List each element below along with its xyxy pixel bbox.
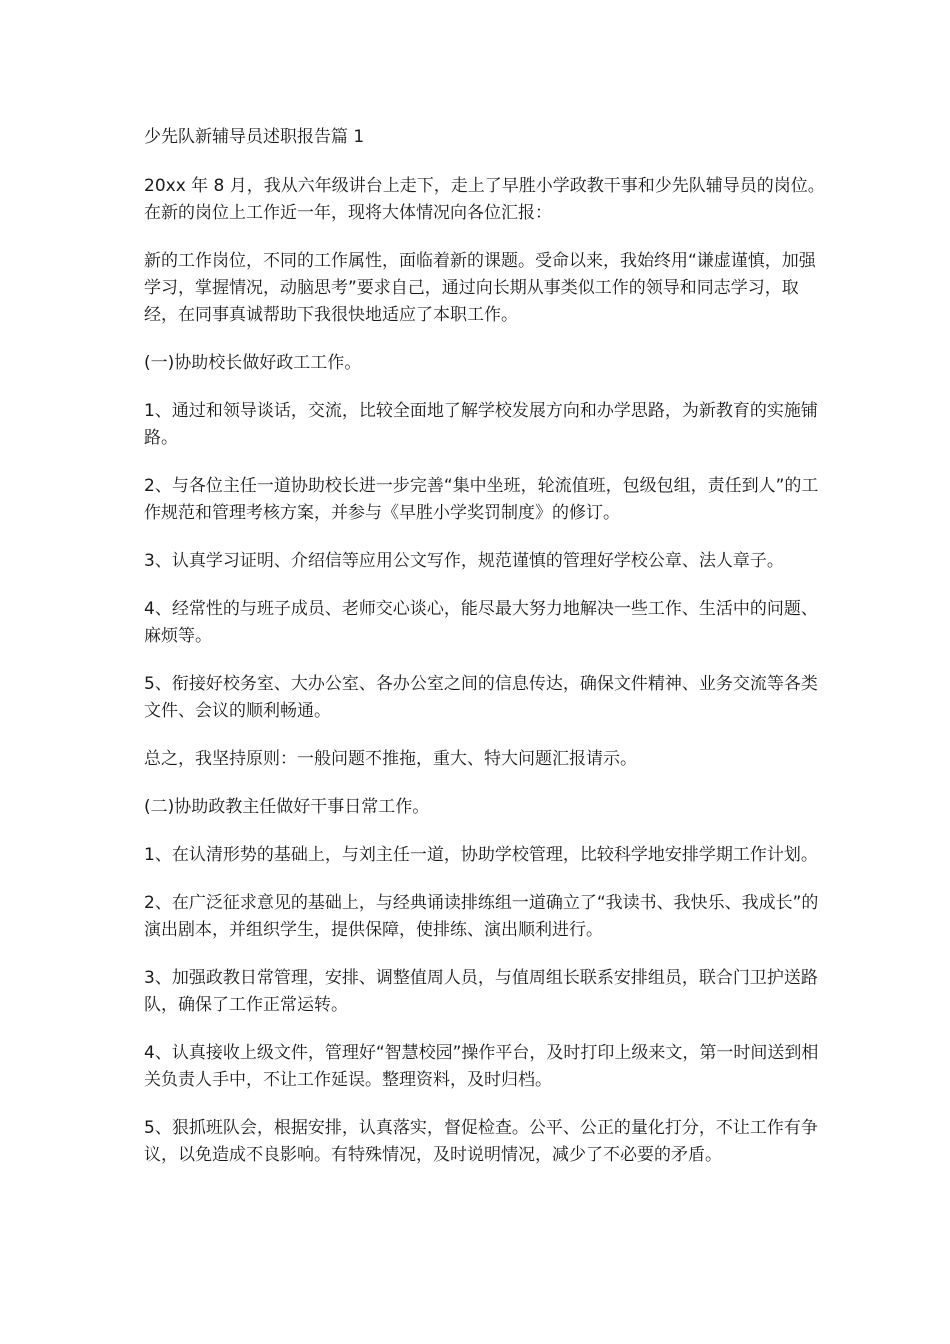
list-item: 1、通过和领导谈话，交流，比较全面地了解学校发展方向和办学思路，为新教育的实施铺路。	[144, 401, 818, 448]
list-item: 3、加强政教日常管理，安排、调整值周人员，与值周组长联系安排组员，联合门卫护送路队，确保了工作正常运转。	[144, 968, 818, 1015]
document-title: 少先队新辅导员述职报告篇 1	[144, 127, 365, 147]
paragraph-summary: 总之，我坚持原则：一般问题不推拖，重大、特大问题汇报请示。	[144, 749, 637, 769]
section-heading-1: (一)协助校长做好政工工作。	[144, 353, 362, 373]
list-item: 2、在广泛征求意见的基础上，与经典诵读排练组一道确立了“我读书、我快乐、我成长”的演出剧本，并组织学生，提供保障，使排练、演出顺利进行。	[144, 893, 819, 940]
section-heading-2: (二)协助政教主任做好干事日常工作。	[144, 797, 430, 817]
document-body	[144, 124, 826, 1190]
list-item: 2、与各位主任一道协助校长进一步完善“集中坐班，轮流值班，包级包组，责任到人”的工作规范和管理考核方案，并参与《早胜小学奖罚制度》的修订。	[144, 476, 819, 523]
list-item: 4、认真接收上级文件，管理好“智慧校园”操作平台，及时打印上级来文，第一时间送到相关负责人手中，不让工作延误。整理资料，及时归档。	[144, 1043, 819, 1090]
list-item: 4、经常性的与班子成员、老师交心谈心，能尽最大努力地解决一些工作、生活中的问题、麻烦等。	[144, 599, 818, 646]
list-item: 1、在认清形势的基础上，与刘主任一道，协助学校管理，比较科学地安排学期工作计划。	[144, 845, 818, 865]
list-item: 5、狠抓班队会，根据安排，认真落实，督促检查。公平、公正的量化打分，不让工作有争议，以免造成不良影响。有特殊情况，及时说明情况，减少了不必要的矛盾。	[144, 1118, 818, 1165]
list-item: 5、衔接好校务室、大办公室、各办公室之间的信息传达，确保文件精神、业务交流等各类文件、会议的顺利畅通。	[144, 674, 818, 721]
paragraph-new-post: 新的工作岗位，不同的工作属性，面临着新的课题。受命以来，我始终用“谦虚谨慎，加强学习，掌握情况，动脑思考”要求自己，通过向长期从事类似工作的领导和同志学习，取经，在同事真诚帮助下我很快地适应了本职工作。	[144, 251, 816, 325]
paragraph-intro: 20xx 年 8 月，我从六年级讲台上走下，走上了早胜小学政教干事和少先队辅导员的岗位。在新的岗位上工作近一年，现将大体情况向各位汇报：	[144, 176, 825, 223]
list-item: 3、认真学习证明、介绍信等应用公文写作，规范谨慎的管理好学校公章、法人章子。	[144, 551, 784, 571]
